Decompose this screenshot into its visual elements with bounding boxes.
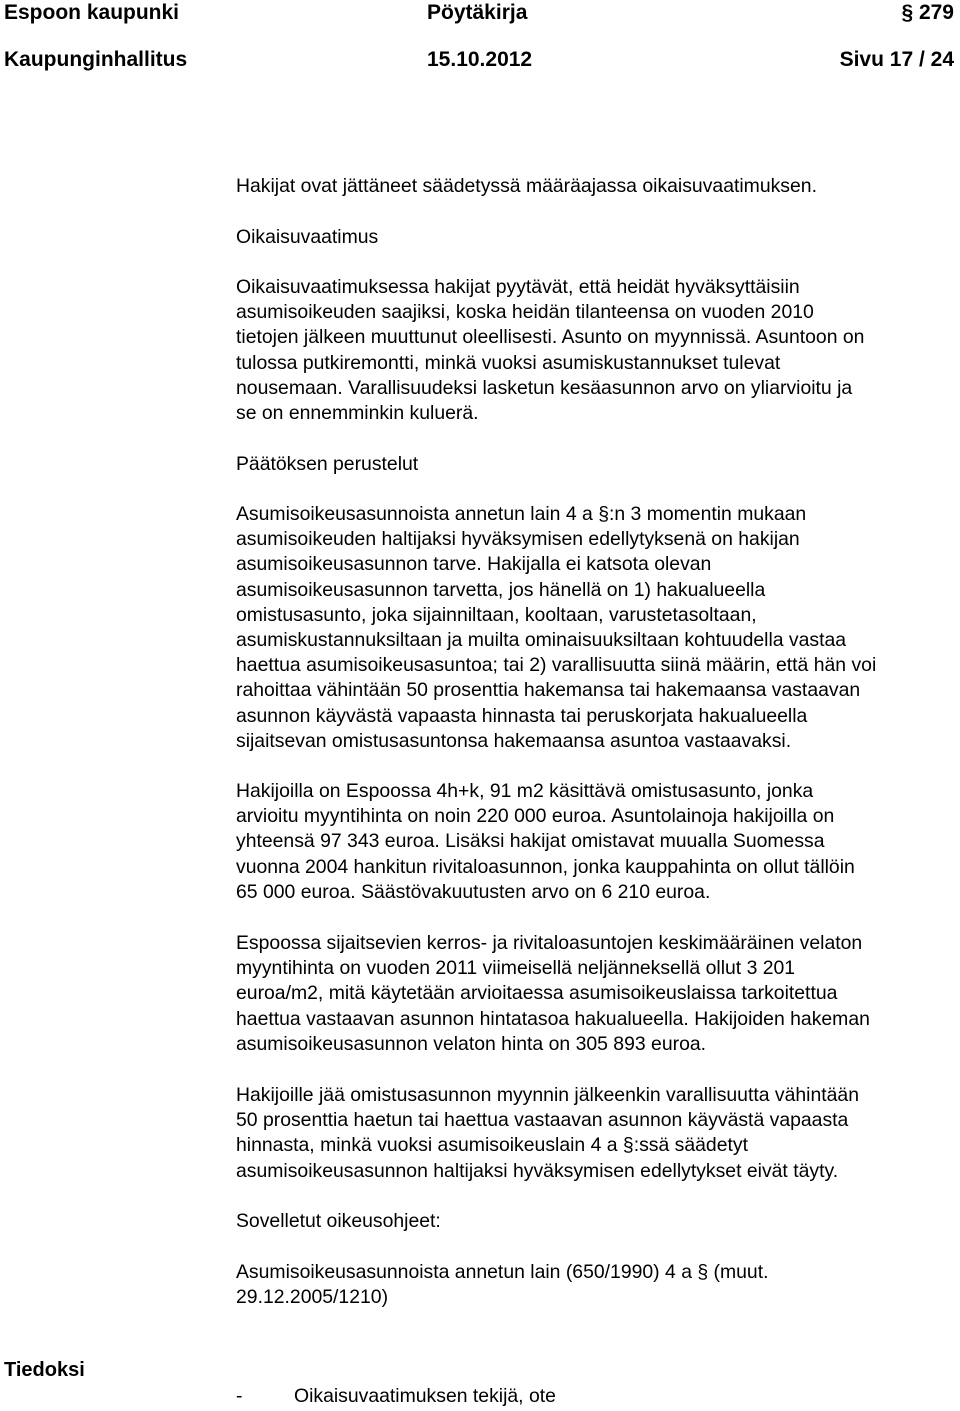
distribution-recipient: Oikaisuvaatimuksen tekijä, ote [294,1385,556,1407]
text-line: se on ennemminkin kuluerä. [236,402,479,425]
text-line: Espoossa sijaitsevien kerros- ja rivitaloasuntojen keskimääräinen velaton [236,932,863,954]
section-number: § 279 [901,1,954,24]
paragraph-appeal [236,275,960,426]
text-line: asunnon käyvästä vapaasta hinnasta tai peruskorjata hakualueella [236,704,808,727]
text-line: Asumisoikeusasunnoista annetun lain (650/1990) 4 a § (muut. [236,1261,769,1283]
text-line: Hakijoilla on Espoossa 4h+k, 91 m2 käsittävä omistusasunto, jonka [236,780,814,802]
text-line: asumiskustannuksiltaan ja muilta ominaisuuksiltaan kohtuudella vastaa [236,629,847,652]
org-name: Espoon kaupunki [4,1,180,24]
meeting-date: 15.10.2012 [427,48,533,71]
text-line: asumisoikeusasunnon haltijaksi hyväksymisen edellytykset eivät täyty. [236,1159,839,1182]
text-line: Sovelletut oikeusohjeet: [236,1210,441,1232]
text-line: asumisoikeusasunnon tarve. Hakijalla ei katsota olevan [236,553,712,576]
text-line: asumisoikeuden saajiksi, koska heidän tilanteensa on vuoden 2010 [236,301,814,324]
text-line: yhteensä 97 343 euroa. Lisäksi hakijat omistavat muualla Suomessa [236,830,825,853]
text-line: tietojen jälkeen muuttunut oleellisesti. Asunto on myynnissä. Asuntoon on [236,326,865,349]
document-type: Pöytäkirja [427,1,528,24]
section-heading: Oikaisuvaatimus [236,226,379,248]
text-line: euroa/m2, mitä käytetään arvioitaessa asumisoikeuslaissa tarkoitettua [236,982,838,1005]
text-line: tulossa putkiremontti, minkä vuoksi asumiskustannukset tulevat [236,351,781,374]
text-line: asumisoikeusasunnon tarvetta, jos hänellä on 1) hakualueella [236,578,766,601]
distribution-item [236,1384,556,1409]
text-line: 65 000 euroa. Säästövakuutusten arvo on 6 210 euroa. [236,880,711,903]
body-name: Kaupunginhallitus [4,48,188,71]
text-line: arvioitu myyntihinta on noin 220 000 euroa. Asuntolainoja hakijoilla on [236,805,835,828]
text-line: omistusasunto, joka sijainniltaan, kooltaan, varustetasoltaan, [236,603,757,626]
text-line: vuonna 2004 hankitun rivitaloasunnon, jonka kauppahinta on ollut tällöin [236,855,855,878]
heading-perustelut [236,452,960,477]
text-line: Hakijat ovat jättäneet säädetyssä määräajassa oikaisuvaatimuksen. [236,175,817,197]
text-line: haettua asumisoikeusasuntoa; tai 2) varallisuutta siinä määrin, että hän voi [236,654,877,677]
text-line: asumisoikeusasunnon velaton hinta on 305 893 euroa. [236,1032,707,1055]
text-line: 50 prosenttia haetun tai haettua vastaavan asunnon käyvästä vapaasta [236,1109,849,1132]
text-line: Asumisoikeusasunnoista annetun lain 4 a §:n 3 momentin mukaan [236,503,807,525]
paragraph-applicant-assets [236,779,960,905]
text-line: myyntihinta on vuoden 2011 viimeisellä neljänneksellä ollut 3 201 [236,957,796,980]
paragraph-conclusion [236,1083,960,1184]
text-line: 29.12.2005/1210) [236,1286,389,1309]
text-line: nousemaan. Varallisuudeksi lasketun kesäasunnon arvo on yliarvioitu ja [236,376,853,399]
paragraph-intro [236,174,960,199]
list-dash: - [236,1385,243,1407]
page-number: Sivu 17 / 24 [839,48,954,71]
distribution-label: Tiedoksi [4,1359,85,1381]
text-line: haettua vastaavan asunnon hintatasoa hakualueella. Hakijoiden hakeman [236,1007,870,1030]
section-heading: Päätöksen perustelut [236,453,419,475]
text-line: hinnasta, minkä vuoksi asumisoikeuslain 4 a §:ssä säädetyt [236,1134,748,1157]
heading-oikaisuvaatimus [236,225,960,250]
paragraph-legal-basis [236,502,960,754]
text-line: rahoittaa vähintään 50 prosenttia hakemansa tai hakemaansa vastaavan [236,679,861,702]
text-line: sijaitsevan omistusasuntonsa hakemaansa asuntoa vastaavaksi. [236,729,792,752]
text-line: asumisoikeuden haltijaksi hyväksymisen edellytyksenä on hakijan [236,528,800,551]
paragraph-price-level [236,931,960,1057]
paragraph-applied-law-label [236,1209,960,1234]
text-line: Oikaisuvaatimuksessa hakijat pyytävät, että heidät hyväksyttäisiin [236,276,800,298]
text-line: Hakijoille jää omistusasunnon myynnin jälkeenkin varallisuutta vähintään [236,1084,859,1106]
paragraph-applied-law [236,1260,960,1310]
